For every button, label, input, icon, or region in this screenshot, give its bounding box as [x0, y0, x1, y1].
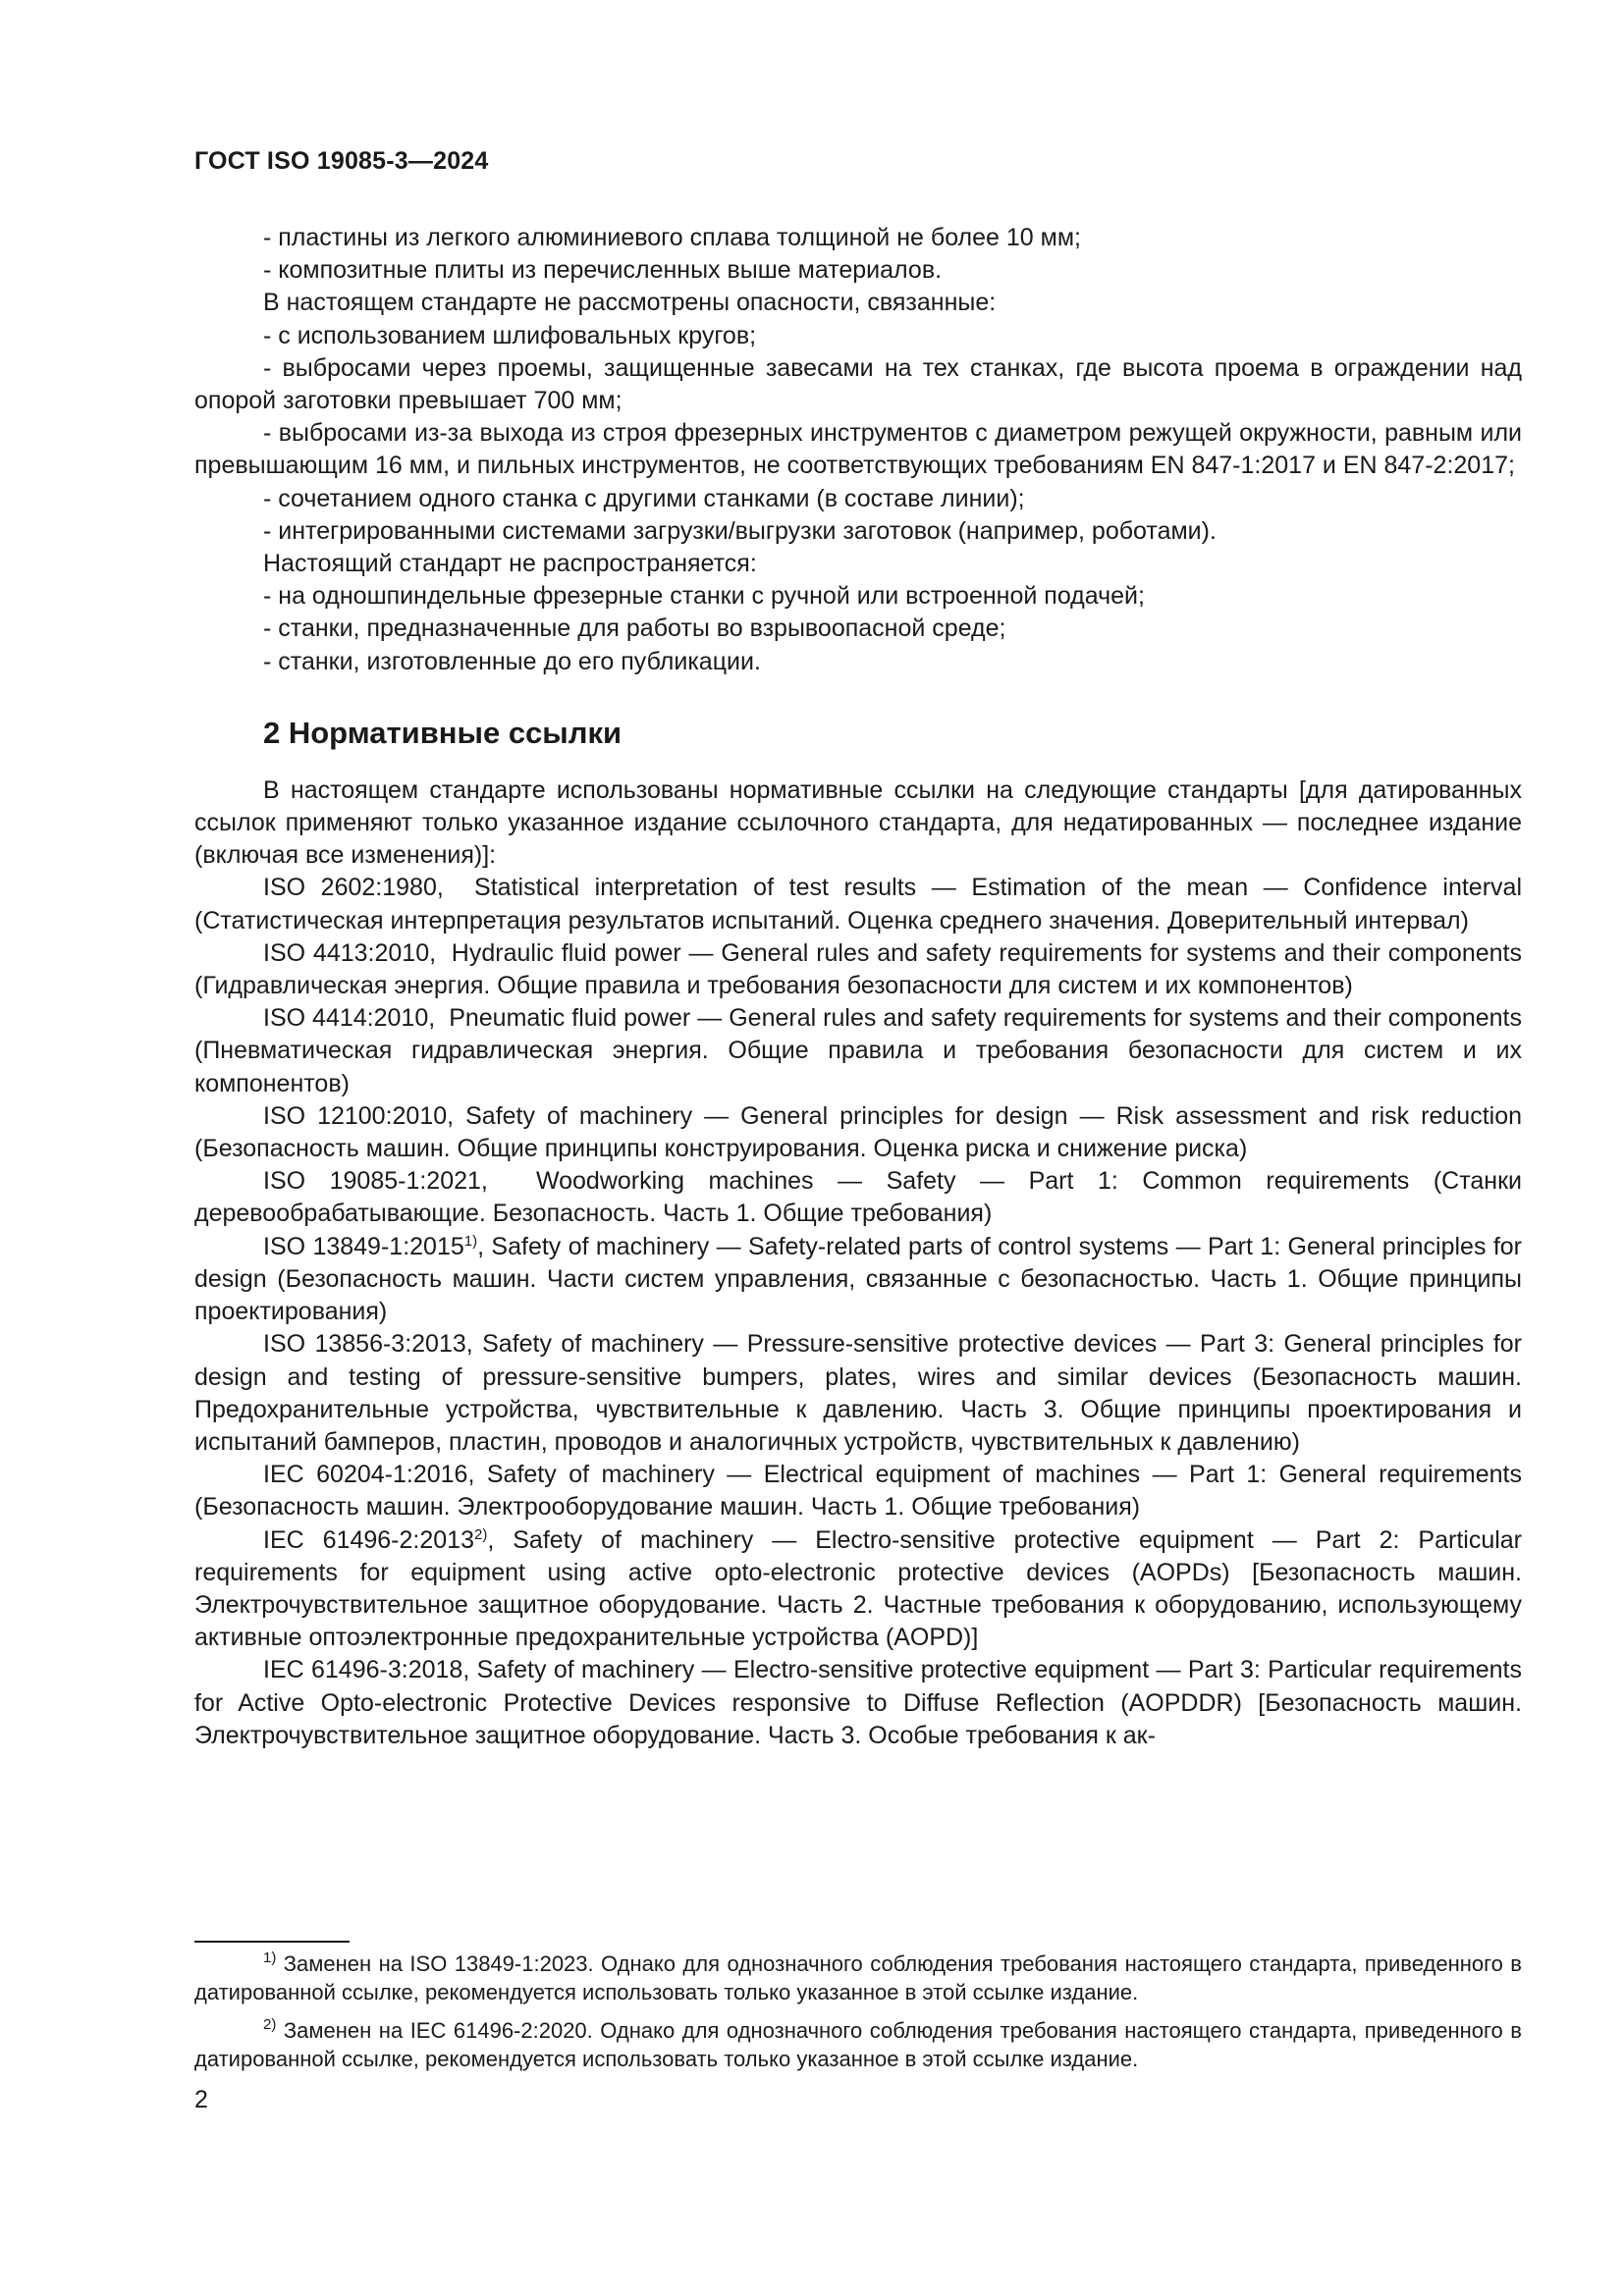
paragraph: - пластины из легкого алюминиевого сплава толщиной не более 10 мм;	[263, 224, 1081, 251]
footnote-mark: 1)	[263, 1949, 277, 1966]
footnote	[194, 1949, 1522, 2006]
footnote-divider	[194, 1941, 350, 1943]
reference-item	[194, 1524, 1522, 1655]
reference-text: Safety of machinery — Electrical equipment of machines — Part 1: General requirements (Безопасность машин. Электрооборудование машин. Часть 1. Общие требования)	[194, 1461, 1522, 1522]
section-intro: В настоящем стандарте использованы нормативные ссылки на следующие стандарты [для датированных ссылок применяют только указанное издание ссылочного стандарта, для недатированных — последнее издание (включая все изменения)]:	[194, 775, 1522, 870]
paragraph: - выбросами через проемы, защищенные завесами на тех станках, где высота проема в ограждении над опорой заготовки превышает 700 мм;	[194, 353, 1522, 415]
paragraph: - выбросами из-за выхода из строя фрезерных инструментов с диаметром режущей окружности, равным или превышающим 16 мм, и пильных инструментов, не соответствующих требованиям EN 847-1:2017 и EN 847-2:2017;	[194, 419, 1522, 480]
paragraph: Настоящий стандарт не распространяется:	[263, 550, 757, 578]
reference-code: ISO 12100:2010,	[263, 1101, 455, 1130]
page-number: 2	[194, 2086, 208, 2113]
paragraph: - интегрированными системами загрузки/выгрузки заготовок (например, роботами).	[263, 516, 1217, 545]
footnote-mark: 2)	[263, 2016, 277, 2033]
paragraph: - композитные плиты из перечисленных выше материалов.	[263, 256, 943, 285]
document-header: ГОСТ ISO 19085-3—2024	[194, 147, 489, 175]
paragraph: - на одношпиндельные фрезерные станки с ручной или встроенной подачей;	[263, 582, 1145, 611]
reference-text: Safety of machinery — General principles for design — Risk assessment and risk reduction (Безопасность машин. Общие принципы конструирования. Оценка риска и снижение риска)	[194, 1101, 1523, 1163]
reference-text: Hydraulic fluid power — General rules and safety requirements for systems and their components (Гидравлическая энергия. Общие правила и требования безопасности для систем и их компонентов)	[194, 938, 1522, 1000]
reference-text: , Safety of machinery — Safety-related parts of control systems — Part 1: General principles for design (Безопасность машин. Части систем управления, связанные с безопасностью. Часть 1. Общие принципы проектирования)	[194, 1232, 1523, 1326]
reference-text: Safety of machinery — Electro-sensitive protective equipment — Part 3: Particular requirements for Active Opto-electronic Protective Devices responsive to Diffuse Reflection (AOPDDR) [Безопасность машин. Электрочувствительное защитное оборудование. Часть 3. Особые требования к ак-	[194, 1656, 1522, 1749]
footnote-marker: 1)	[463, 1232, 478, 1250]
paragraph: - с использованием шлифовальных кругов;	[263, 321, 757, 349]
reference-code: IEC 60204-1:2016,	[263, 1461, 475, 1489]
footnote	[194, 2016, 1522, 2073]
reference-code: IEC 61496-2:2013	[263, 1525, 474, 1554]
reference-item	[194, 937, 1522, 1002]
reference-item	[194, 1231, 1522, 1329]
footnotes	[194, 1949, 1522, 2083]
reference-code: ISO 19085-1:2021,	[263, 1167, 488, 1196]
reference-text: Safety of machinery — Pressure-sensitive protective devices — Part 3: General principles for design and testing of pressure-sensitive bumpers, plates, wires and similar devices (Безопасность машин. Предохранительные устройства, чувствительные к давлению. Часть 3. Общие принципы проектирования и испытаний бамперов, пластин, проводов и аналогичных устройств, чувствительных к давлению)	[194, 1330, 1522, 1456]
reference-item	[194, 872, 1522, 936]
reference-text: Pneumatic fluid power — General rules and safety requirements for systems and their components (Пневматическая гидравлическая энергия. Общие правила и требования безопасности для систем и их компонентов)	[194, 1004, 1522, 1097]
reference-text: , Safety of machinery — Electro-sensitive protective equipment — Part 2: Particular requirements for equipment using active opto-electronic protective devices (AOPDs) [Безопасность машин. Электрочувствительное защитное оборудование. Часть 2. Частные требования к оборудованию, использующему активные оптоэлектронные предохранительные устройства (AOPD)]	[194, 1525, 1523, 1652]
reference-item	[194, 1328, 1522, 1459]
paragraph: В настоящем стандарте не рассмотрены опасности, связанные:	[263, 289, 997, 317]
footnote-text: Заменен на ISO 13849-1:2023. Однако для однозначного соблюдения требования настоящего стандарта, приведенного в датированной ссылке, рекомендуется использовать только указанное в этой ссылке издание.	[194, 1951, 1522, 2004]
reference-text: Woodworking machines — Safety — Part 1: Common requirements (Станки деревообрабатывающие. Безопасность. Часть 1. Общие требования)	[194, 1167, 1522, 1228]
paragraph: - станки, предназначенные для работы во взрывоопасной среде;	[263, 614, 1006, 643]
reference-code: IEC 61496-3:2018,	[263, 1656, 470, 1684]
footnote-text: Заменен на IEC 61496-2:2020. Однако для однозначного соблюдения требования настоящего стандарта, приведенного в датированной ссылке, рекомендуется использовать только указанное в этой ссылке издание.	[194, 2018, 1522, 2071]
section-heading: 2 Нормативные ссылки	[263, 715, 623, 750]
reference-item	[194, 1165, 1522, 1230]
reference-item	[194, 1002, 1522, 1100]
footnote-marker: 2)	[473, 1525, 488, 1543]
main-content	[194, 222, 1522, 1752]
paragraph: - сочетанием одного станка с другими станками (в составе линии);	[263, 484, 1025, 512]
reference-code: ISO 4414:2010,	[263, 1004, 436, 1033]
reference-item	[194, 1100, 1522, 1165]
reference-code: ISO 4413:2010,	[263, 938, 437, 967]
reference-code: ISO 2602:1980,	[263, 874, 444, 902]
reference-item	[194, 1459, 1522, 1523]
paragraph: - станки, изготовленные до его публикации.	[263, 647, 761, 675]
reference-text: Statistical interpretation of test results — Estimation of the mean — Confidence interval (Статистическая интерпретация результатов испытаний. Оценка среднего значения. Доверительный интервал)	[194, 874, 1522, 934]
reference-item	[194, 1654, 1522, 1752]
reference-code: ISO 13849-1:2015	[263, 1232, 464, 1260]
reference-code: ISO 13856-3:2013,	[263, 1330, 473, 1359]
